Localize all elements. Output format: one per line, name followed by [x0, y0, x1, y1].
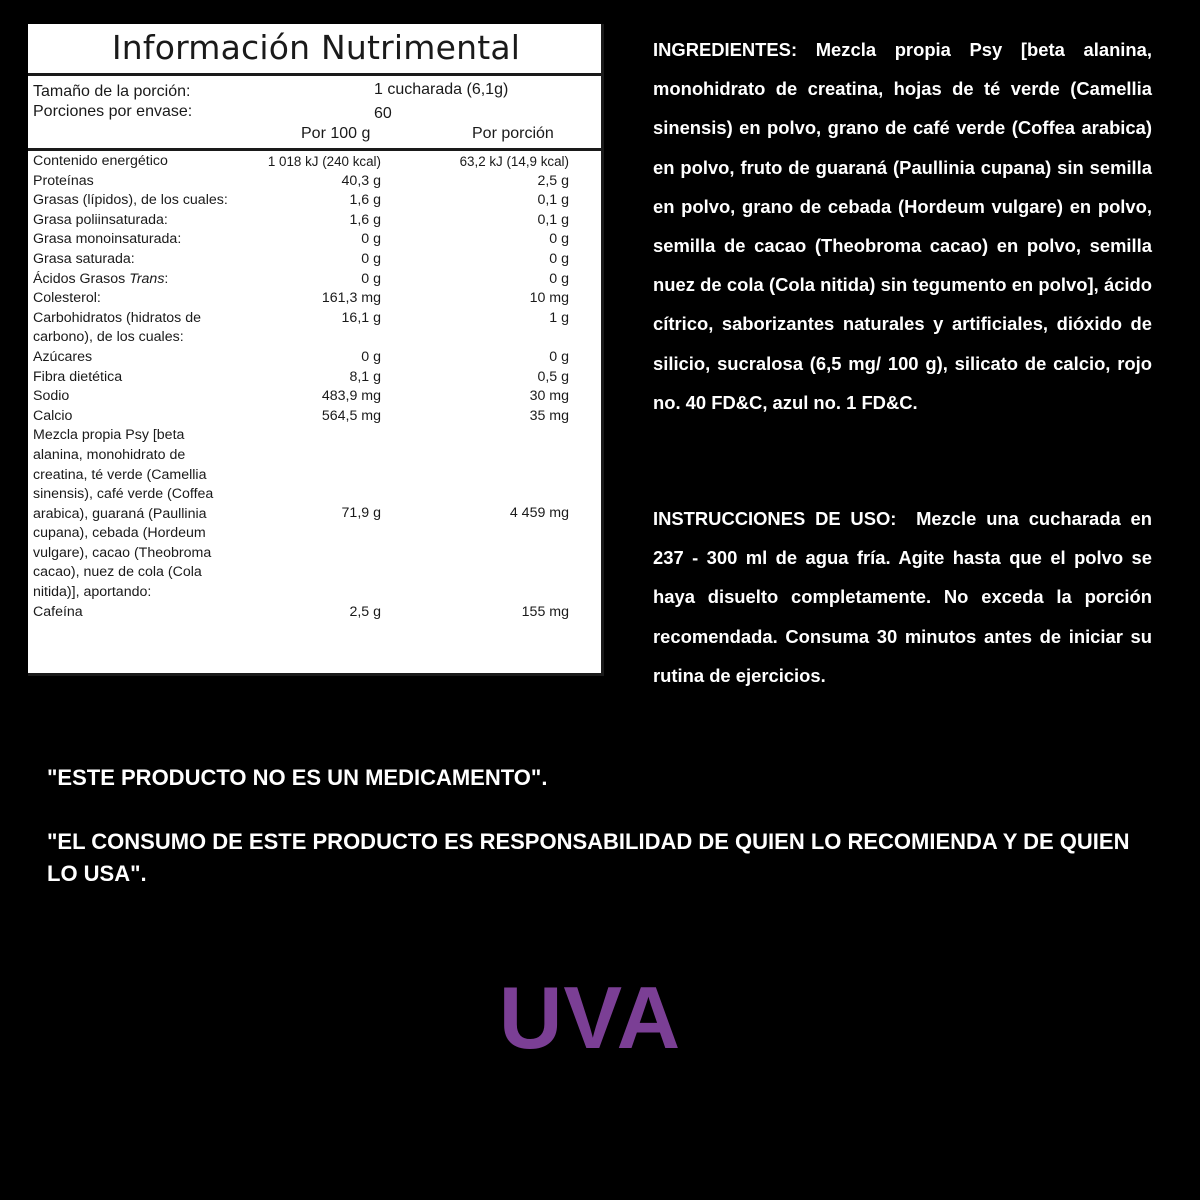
panel-divider-mid [28, 148, 604, 151]
ingredients-heading: INGREDIENTES: [653, 39, 798, 60]
nutrient-per-100g: 0 g [361, 231, 381, 248]
nutrient-row-monounsaturated [28, 230, 604, 250]
nutrient-per-serving: 0,1 g [537, 192, 569, 209]
nutrient-per-100g: 2,5 g [349, 603, 381, 620]
nutrient-row-saturated [28, 250, 604, 270]
nutrient-row-fiber [28, 368, 604, 388]
nutrient-per-serving: 4 459 mg [509, 505, 569, 522]
nutrient-per-100g: 1,6 g [349, 211, 381, 228]
nutrient-label: Grasas (lípidos), de los cuales: [33, 192, 228, 209]
legal-notices [47, 762, 1157, 890]
nutrient-row-calcium [28, 407, 604, 427]
nutrient-label: Azúcares [33, 348, 93, 365]
nutrient-row-fats [28, 191, 604, 211]
nutrient-row-protein [28, 172, 604, 192]
ingredients-text: Mezcla propia Psy [beta alanina, monohidrato de creatina, hojas de té verde (Camellia sinensis) en polvo, grano de café verde (Coffea arabica) en polvo, fruto de guaraná (Paullinia cupana) sin semilla en polvo, grano de cebada (Hordeum vulgare) en polvo, semilla de cacao (Theobroma cacao) en polvo, semilla nuez de cola (Cola nitida) sin tegumento en polvo], ácido cítrico, saborizantes naturales y artificiales, dióxido de silicio, sucralosa (6,5 mg/ 100 g), silicato de calcio, rojo no. 40 FD&C, azul no. 1 FD&C. [653, 39, 1152, 413]
nutrient-per-100g: 40,3 g [341, 172, 381, 189]
nutrient-row-trans-fats [28, 270, 604, 290]
nutrient-per-serving: 0 g [549, 270, 569, 287]
nutrient-rows [28, 152, 604, 622]
nutrient-label-italic: Trans [129, 270, 165, 287]
nutrient-label: Contenido energético [33, 153, 168, 169]
panel-divider-top [28, 73, 604, 76]
nutrient-per-serving: 0 g [549, 348, 569, 365]
servings-value: 60 [374, 105, 392, 122]
nutrient-label: Calcio [33, 407, 73, 424]
serving-size-value: 1 cucharada (6,1g) [374, 81, 509, 98]
nutrient-per-100g: 1 018 kJ (240 kcal) [267, 154, 381, 169]
nutrient-per-100g: 0 g [361, 250, 381, 267]
flavor-name: UVA [498, 968, 682, 1067]
nutrient-row-sugars [28, 348, 604, 368]
nutrient-label: Grasa saturada: [33, 250, 135, 267]
nutrient-row-carbohydrates [28, 309, 604, 348]
nutrient-row-sodium [28, 387, 604, 407]
instructions-block [653, 499, 1152, 695]
nutrient-per-100g: 161,3 mg [321, 290, 381, 307]
nutrient-per-serving: 30 mg [529, 388, 569, 405]
nutrient-row-caffeine [28, 603, 604, 623]
nutrient-per-100g: 1,6 g [349, 192, 381, 209]
nutrient-per-serving: 63,2 kJ (14,9 kcal) [459, 154, 569, 169]
nutrient-row-polyunsaturated [28, 211, 604, 231]
nutrient-label: Cafeína [33, 603, 83, 620]
nutrient-label [28, 270, 233, 290]
instructions-heading: INSTRUCCIONES DE USO: [653, 508, 897, 529]
panel-title: Información Nutrimental [111, 28, 521, 67]
notice-responsibility: "EL CONSUMO DE ESTE PRODUCTO ES RESPONSABILIDAD DE QUIEN LO RECOMIENDA Y DE QUIEN LO USA". [47, 829, 1130, 886]
nutrient-per-100g: 564,5 mg [321, 407, 381, 424]
nutrient-per-serving: 155 mg [521, 603, 569, 620]
nutrient-per-serving: 0,1 g [537, 211, 569, 228]
nutrient-per-serving: 10 mg [529, 290, 569, 307]
instructions-text: Mezcle una cucharada en 237 - 300 ml de agua fría. Agite hasta que el polvo se haya disuelto completamente. No exceda la porción recomendada. Consuma 30 minutos antes de iniciar su rutina de ejercicios. [653, 508, 1152, 686]
nutrient-label: Carbohidratos (hidratos de carbono), de los cuales: [33, 309, 201, 346]
nutrient-label: Fibra dietética [33, 368, 123, 385]
column-header-per-100g: Por 100 g [301, 125, 371, 142]
nutrient-per-100g: 71,9 g [341, 505, 381, 522]
nutrient-label: Grasa monoinsaturada: [33, 231, 182, 248]
serving-size-label: Tamaño de la porción: [33, 83, 191, 100]
nutrient-per-serving: 1 g [549, 309, 569, 326]
nutrient-row-energy [28, 152, 604, 172]
nutrient-per-100g: 0 g [361, 348, 381, 365]
nutrient-label: Grasa poliinsaturada: [33, 211, 168, 228]
nutrient-per-serving: 35 mg [529, 407, 569, 424]
nutrient-per-100g: 16,1 g [341, 309, 381, 326]
nutrient-per-100g: 483,9 mg [321, 388, 381, 405]
nutrient-row-proprietary-blend [28, 426, 604, 602]
servings-label: Porciones por envase: [33, 103, 193, 120]
nutrient-per-100g: 8,1 g [349, 368, 381, 385]
nutrient-label: Proteínas [33, 172, 94, 189]
column-header-per-serving: Por porción [472, 125, 554, 142]
nutrient-label: Sodio [33, 388, 70, 405]
notice-not-medicine: "ESTE PRODUCTO NO ES UN MEDICAMENTO". [47, 765, 548, 790]
nutrient-per-serving: 0 g [549, 250, 569, 267]
ingredients-block [653, 30, 1152, 422]
nutrient-per-100g: 0 g [361, 270, 381, 287]
nutrient-label: Mezcla propia Psy [beta alanina, monohidrato de creatina, té verde (Camellia sinensis), café verde (Coffea arabica), guaraná (Paullinia cupana), cebada (Hordeum vulgare), cacao (Theobroma cacao), nuez de cola (Cola nitida)], aportando: [33, 427, 214, 601]
nutrient-label-prefix: Ácidos Grasos [33, 270, 130, 287]
nutrient-per-serving: 2,5 g [537, 172, 569, 189]
nutrient-per-serving: 0 g [549, 231, 569, 248]
nutrient-row-cholesterol [28, 289, 604, 309]
nutrient-label: Colesterol: [33, 290, 101, 307]
nutrition-facts-panel [28, 24, 604, 676]
nutrient-per-serving: 0,5 g [537, 368, 569, 385]
nutrient-label-suffix: : [164, 270, 169, 287]
